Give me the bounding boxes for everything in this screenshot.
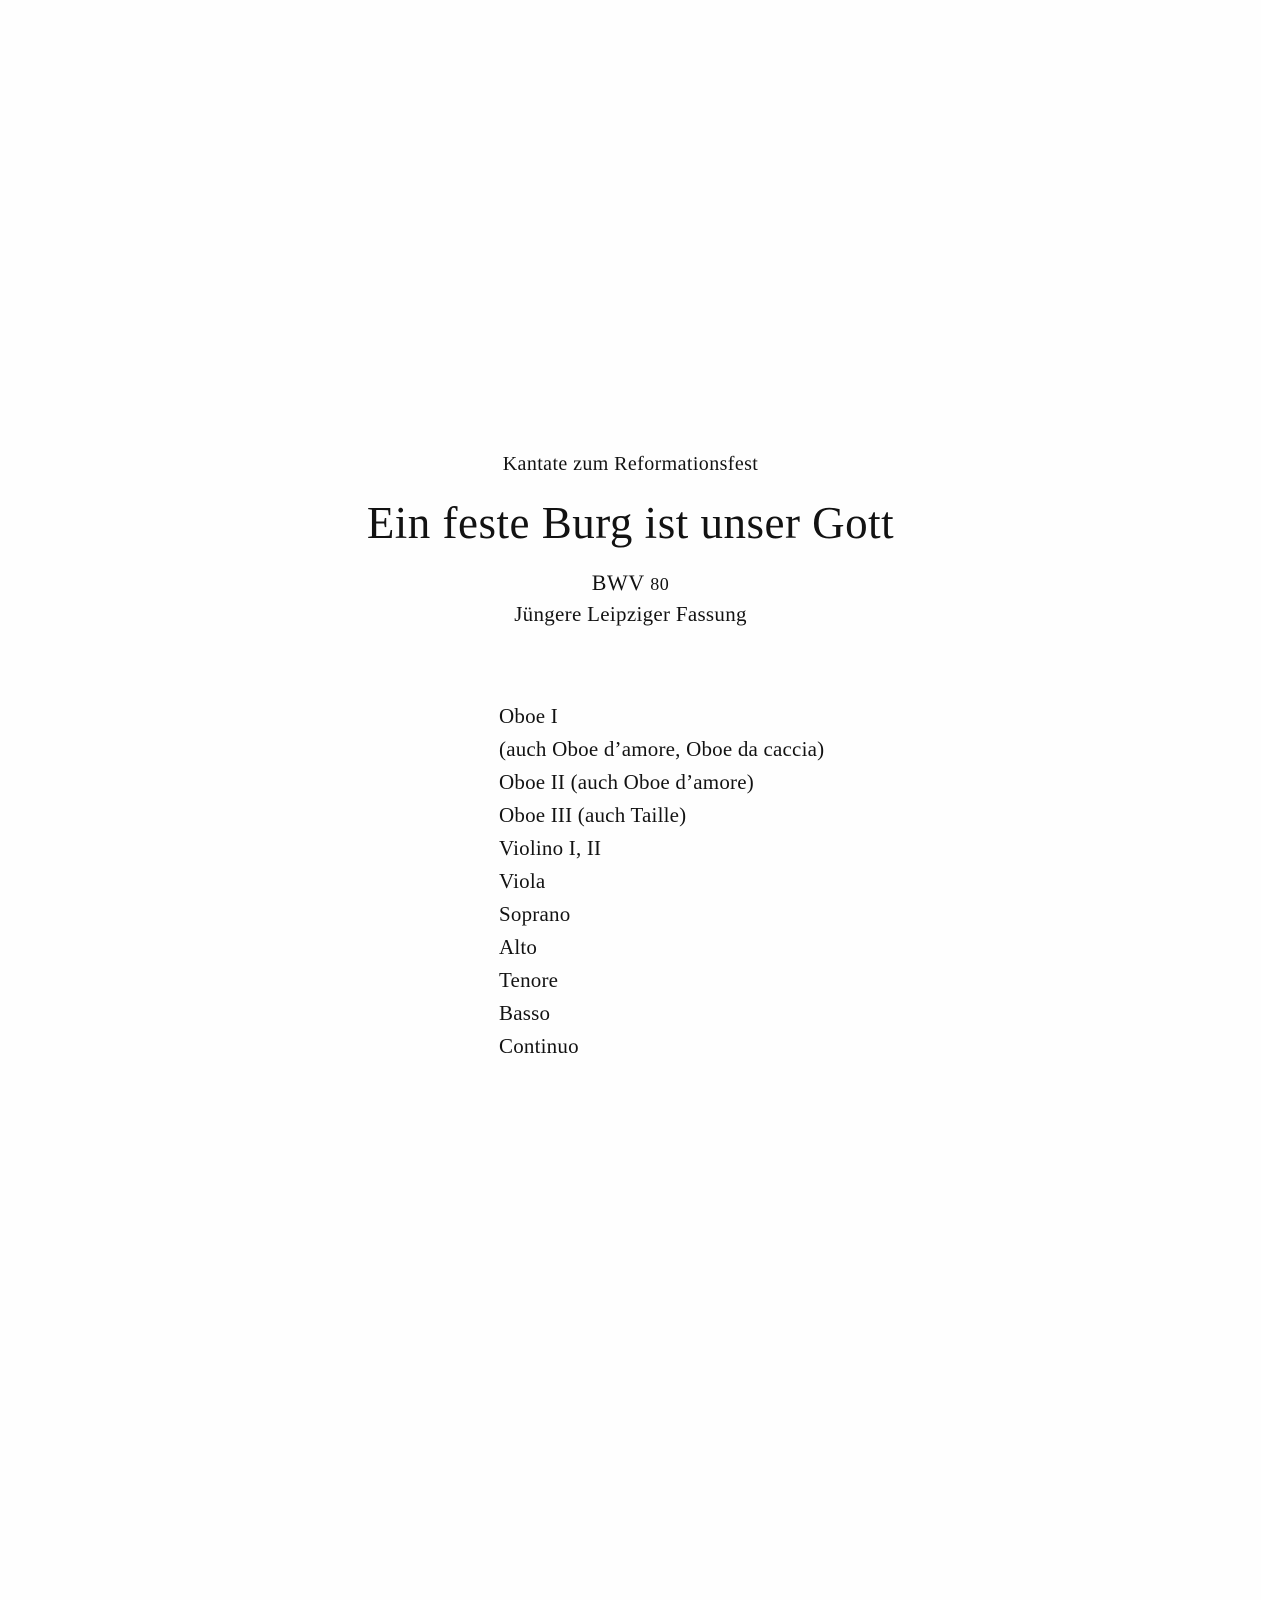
list-item: Oboe II (auch Oboe d’amore) [499,770,754,794]
list-item: (auch Oboe d’amore, Oboe da caccia) [499,737,825,761]
occasion-line: Kantate zum Reformationsfest [502,453,759,475]
catalogue-number [0,570,1261,596]
list-item: Basso [499,1001,551,1025]
catalogue-value: 80 [650,573,670,594]
catalogue-prefix: BWV [591,569,645,595]
list-item: Violino I, II [499,836,602,860]
page-title: Ein feste Burg ist unser Gott [366,498,895,548]
list-item: Tenore [499,968,559,992]
scoring-list [499,700,1099,1063]
version-line: Jüngere Leipziger Fassung [514,601,747,626]
list-item: Oboe III (auch Taille) [499,803,687,827]
list-item: Viola [499,869,546,893]
title-block [0,452,1261,627]
list-item: Oboe I [499,704,558,728]
list-item: Continuo [499,1034,579,1058]
list-item: Alto [499,935,538,959]
list-item: Soprano [499,902,571,926]
